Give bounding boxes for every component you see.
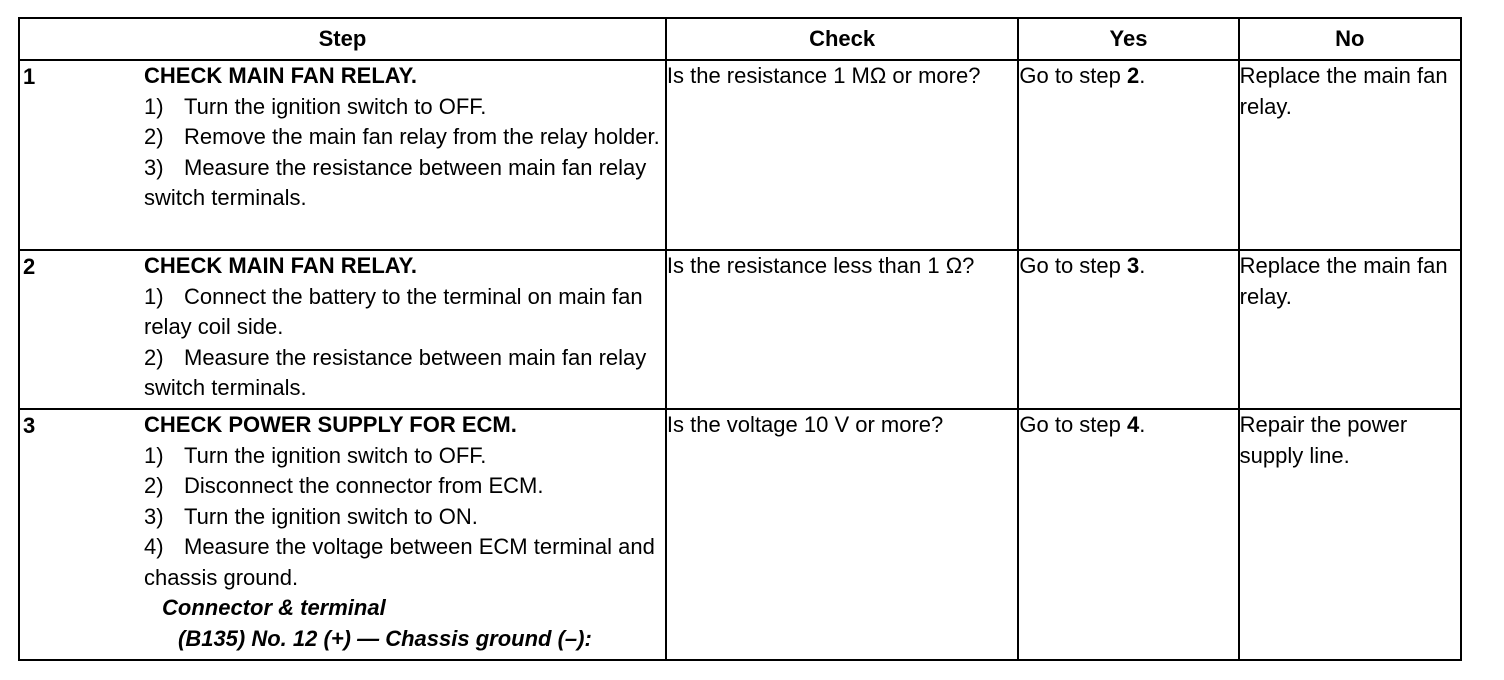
sub-step-number: 2)	[144, 473, 164, 498]
sub-step	[144, 282, 661, 343]
step-body	[144, 61, 665, 214]
step-body	[144, 410, 665, 654]
sub-step	[144, 471, 661, 502]
yes-cell	[1018, 409, 1238, 660]
sub-step-text: Connect the battery to the terminal on main fan relay coil side.	[144, 283, 643, 339]
step-cell	[19, 409, 666, 660]
table-row	[19, 250, 1461, 409]
step-title: CHECK POWER SUPPLY FOR ECM.	[144, 412, 517, 437]
yes-step-ref: 3	[1127, 253, 1140, 278]
sub-step-number: 1)	[144, 442, 164, 468]
yes-cell	[1018, 60, 1238, 250]
sub-step-text: Measure the voltage between ECM terminal and chassis ground.	[144, 534, 655, 590]
sub-step-number: 1)	[144, 283, 164, 309]
no-cell: Replace the main fan relay.	[1239, 60, 1461, 250]
step-number: 3	[23, 413, 36, 438]
sub-step-number: 2)	[144, 124, 164, 149]
diagnostic-table	[18, 17, 1462, 661]
sub-step	[144, 532, 661, 593]
table-row	[19, 60, 1461, 250]
sub-step-text: Disconnect the connector from ECM.	[184, 473, 544, 498]
sub-step	[144, 343, 661, 404]
no-cell: Replace the main fan relay.	[1239, 250, 1461, 409]
sub-step	[144, 441, 661, 472]
sub-step-text: Measure the resistance between main fan relay switch terminals.	[144, 344, 647, 400]
yes-suffix: .	[1139, 412, 1146, 437]
step-cell	[19, 60, 666, 250]
yes-suffix: .	[1139, 63, 1146, 88]
step-title: CHECK MAIN FAN RELAY.	[144, 253, 417, 278]
check-cell: Is the resistance 1 MΩ or more?	[666, 60, 1018, 250]
sub-step-number: 4)	[144, 534, 164, 559]
sub-step-number: 1)	[144, 93, 164, 119]
sub-step	[144, 502, 661, 533]
sub-step	[144, 92, 661, 123]
sub-step-text: Remove the main fan relay from the relay holder.	[184, 124, 660, 149]
sub-step-number: 2)	[144, 344, 164, 370]
step-number: 2	[23, 254, 36, 279]
step-title: CHECK MAIN FAN RELAY.	[144, 63, 417, 88]
no-cell: Repair the power supply line.	[1239, 409, 1461, 660]
check-cell: Is the resistance less than 1 Ω?	[666, 250, 1018, 409]
sub-step-text: Turn the ignition switch to OFF.	[184, 442, 487, 468]
sub-step-number: 3)	[144, 154, 164, 180]
header-no: No	[1239, 18, 1461, 60]
yes-prefix: Go to step	[1019, 253, 1127, 278]
sub-step	[144, 153, 661, 214]
yes-step-ref: 2	[1127, 63, 1140, 88]
table-row	[19, 409, 1461, 660]
step-number: 1	[23, 64, 36, 89]
yes-step-ref: 4	[1127, 412, 1140, 437]
header-step: Step	[19, 18, 666, 60]
check-cell: Is the voltage 10 V or more?	[666, 409, 1018, 660]
step-cell	[19, 250, 666, 409]
header-yes: Yes	[1018, 18, 1238, 60]
yes-cell	[1018, 250, 1238, 409]
sub-step-number: 3)	[144, 503, 164, 529]
yes-prefix: Go to step	[1019, 412, 1127, 437]
header-check: Check	[666, 18, 1018, 60]
sub-step-text: Turn the ignition switch to ON.	[184, 503, 478, 529]
note-title: Connector & terminal	[162, 595, 386, 620]
sub-step-text: Turn the ignition switch to OFF.	[184, 93, 487, 119]
step-body	[144, 251, 665, 404]
header-row	[19, 18, 1461, 60]
sub-step	[144, 122, 661, 153]
yes-prefix: Go to step	[1019, 63, 1127, 88]
sub-step-text: Measure the resistance between main fan relay switch terminals.	[144, 154, 647, 210]
note-text: (B135) No. 12 (+) — Chassis ground (–):	[178, 625, 592, 651]
yes-suffix: .	[1139, 253, 1146, 278]
